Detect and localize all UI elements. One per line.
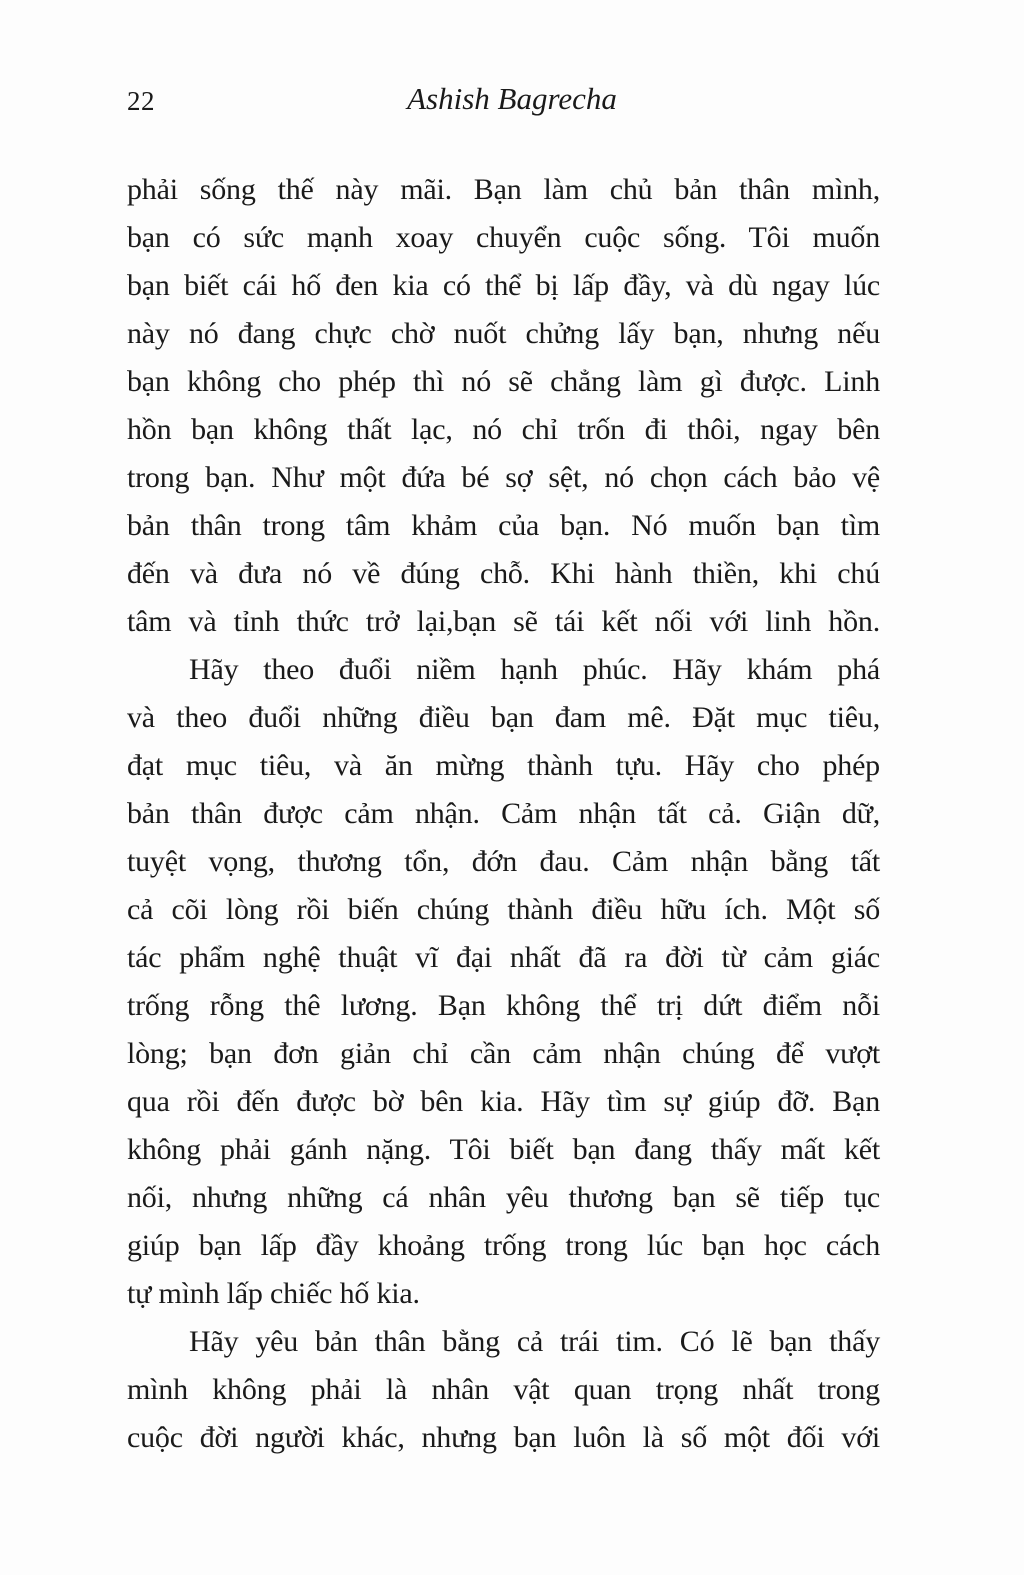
text-line: bạn có sức mạnh xoay chuyển cuộc sống. Tôi muốn xyxy=(127,221,880,254)
text-line: Hãy theo đuổi niềm hạnh phúc. Hãy khám phá xyxy=(189,653,880,686)
text-line: tuyệt vọng, thương tổn, đớn đau. Cảm nhận bằng tất xyxy=(127,845,880,878)
paragraph xyxy=(127,1318,880,1462)
text-line: đạt mục tiêu, và ăn mừng thành tựu. Hãy cho phép xyxy=(127,749,880,782)
text-line: lòng; bạn đơn giản chỉ cần cảm nhận chúng để vượt xyxy=(127,1037,880,1070)
text-line: cuộc đời người khác, nhưng bạn luôn là số một đối với xyxy=(127,1421,880,1454)
text-line: không phải gánh nặng. Tôi biết bạn đang thấy mất kết xyxy=(127,1133,880,1166)
text-line: bản thân được cảm nhận. Cảm nhận tất cả. Giận dữ, xyxy=(127,797,880,830)
text-line: bản thân trong tâm khảm của bạn. Nó muốn bạn tìm xyxy=(127,509,880,542)
text-line: trống rỗng thê lương. Bạn không thể trị dứt điểm nỗi xyxy=(127,989,880,1022)
text-line: qua rồi đến được bờ bên kia. Hãy tìm sự giúp đỡ. Bạn xyxy=(127,1085,880,1118)
text-line: bạn biết cái hố đen kia có thể bị lấp đầy, và dù ngay lúc xyxy=(127,269,880,302)
text-line: phải sống thế này mãi. Bạn làm chủ bản thân mình, xyxy=(127,173,880,206)
text-line: bạn không cho phép thì nó sẽ chẳng làm gì được. Linh xyxy=(127,365,880,398)
text-line: cả cõi lòng rồi biến chúng thành điều hữu ích. Một số xyxy=(127,893,880,926)
page-number: 22 xyxy=(127,86,155,116)
text-line: nối, nhưng những cá nhân yêu thương bạn sẽ tiếp tục xyxy=(127,1181,880,1214)
text-line: tâm và tỉnh thức trở lại,bạn sẽ tái kết nối với linh hồn. xyxy=(127,605,880,638)
text-line: mình không phải là nhân vật quan trọng nhất trong xyxy=(127,1373,880,1406)
text-line: này nó đang chực chờ nuốt chửng lấy bạn, nhưng nếu xyxy=(127,317,880,350)
running-head: Ashish Bagrecha xyxy=(407,81,617,116)
text-line: và theo đuổi những điều bạn đam mê. Đặt mục tiêu, xyxy=(127,701,880,734)
text-line: tự mình lấp chiếc hố kia. xyxy=(127,1277,420,1310)
page-header xyxy=(0,0,1024,140)
text-line: giúp bạn lấp đầy khoảng trống trong lúc bạn học cách xyxy=(127,1229,880,1262)
paragraph xyxy=(127,166,880,646)
text-line: đến và đưa nó về đúng chỗ. Khi hành thiền, khi chú xyxy=(127,557,880,590)
text-line: hồn bạn không thất lạc, nó chỉ trốn đi thôi, ngay bên xyxy=(127,413,880,446)
paragraph xyxy=(127,646,880,1318)
text-line: Hãy yêu bản thân bằng cả trái tim. Có lẽ bạn thấy xyxy=(189,1325,880,1358)
page-body xyxy=(127,166,880,1462)
text-line: trong bạn. Như một đứa bé sợ sệt, nó chọn cách bảo vệ xyxy=(127,461,880,494)
text-line: tác phẩm nghệ thuật vĩ đại nhất đã ra đời từ cảm giác xyxy=(127,941,880,974)
